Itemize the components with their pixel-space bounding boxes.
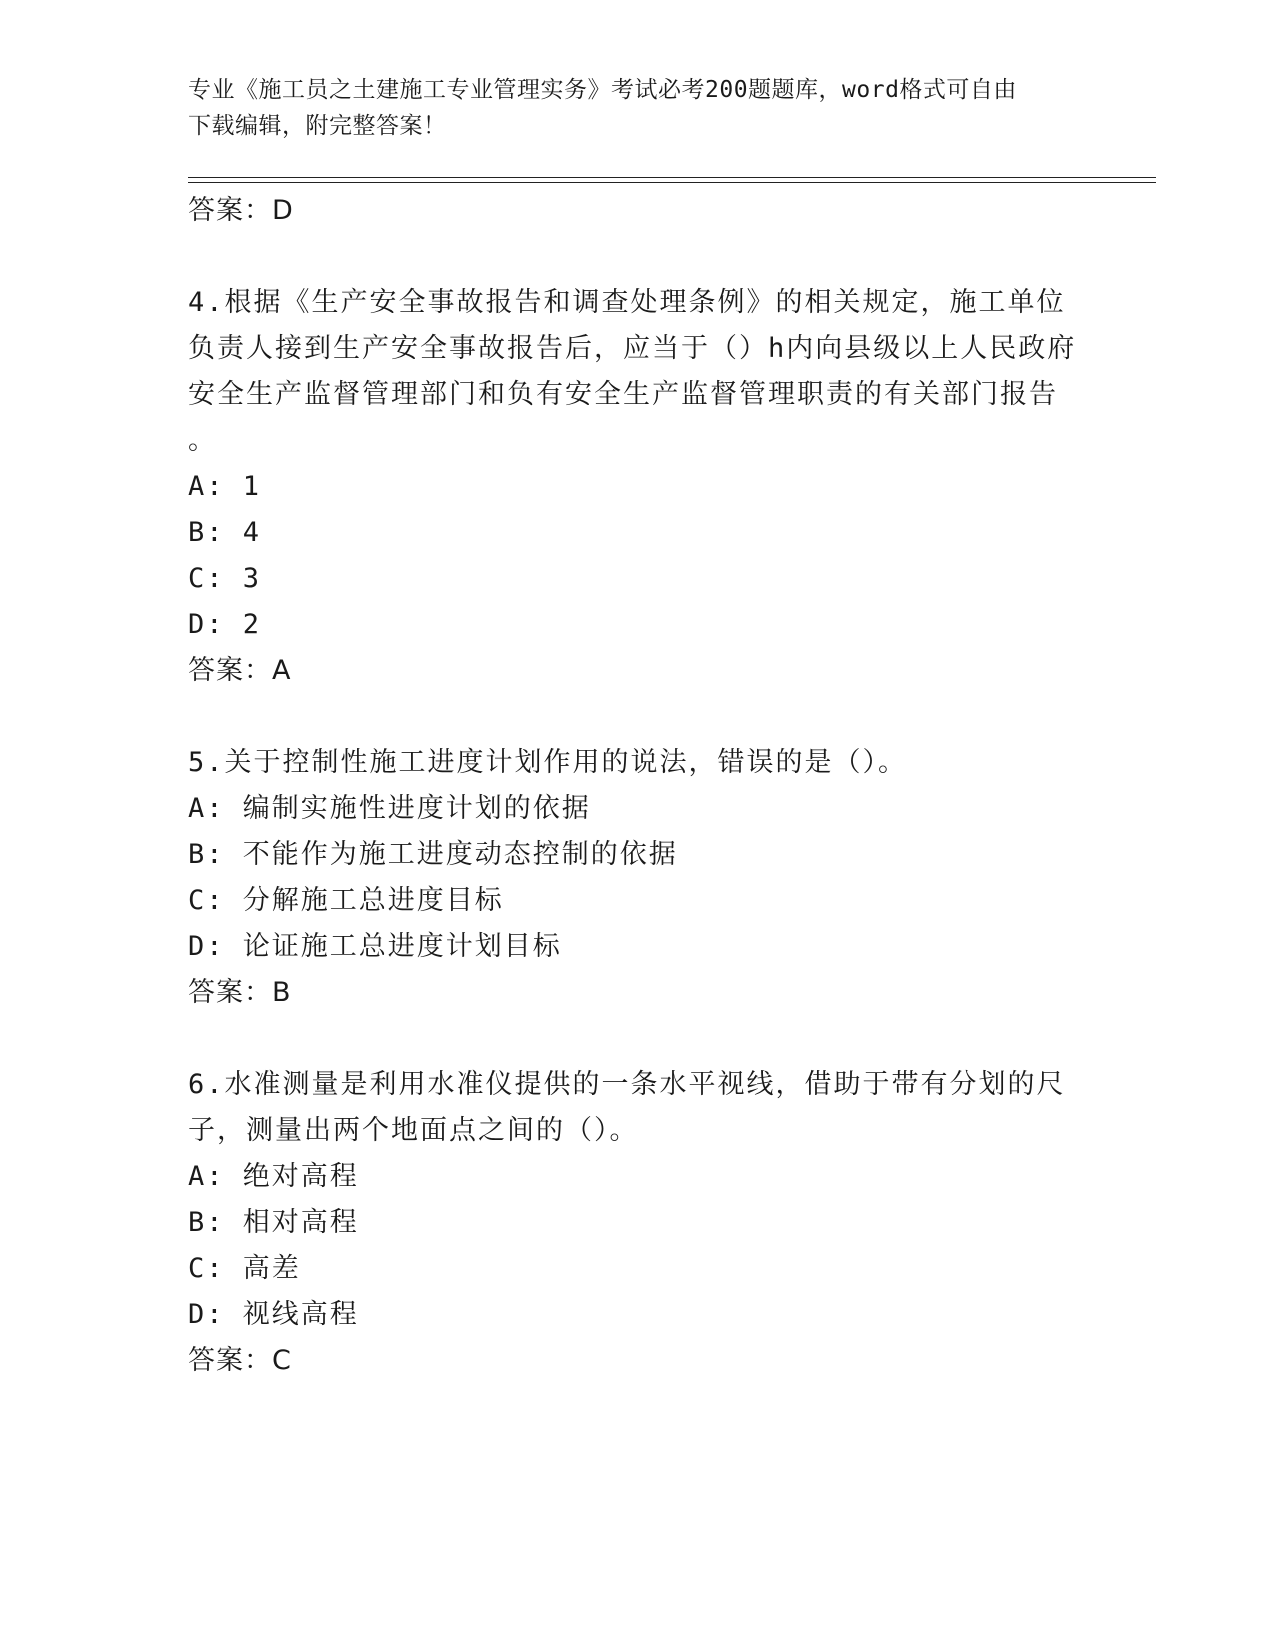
question-5-answer: 答案：B <box>188 977 292 1008</box>
spacer <box>188 234 1088 280</box>
document-body <box>188 188 1088 1384</box>
question-6-option-c: C: 高差 <box>188 1253 301 1284</box>
question-6-answer: 答案：C <box>188 1345 292 1376</box>
question-4-line-4: 。 <box>188 425 217 456</box>
question-5-option-d: D: 论证施工总进度计划目标 <box>188 931 562 962</box>
question-5-option-a: A: 编制实施性进度计划的依据 <box>188 793 591 824</box>
header-rule-bottom <box>188 182 1156 183</box>
question-4-line-2: 负责人接到生产安全事故报告后，应当于（）h内向县级以上人民政府 <box>188 333 1077 364</box>
question-4-line-1: 4.根据《生产安全事故报告和调查处理条例》的相关规定，施工单位 <box>188 287 1066 318</box>
spacer <box>188 1016 1088 1062</box>
question-5-option-b: B: 不能作为施工进度动态控制的依据 <box>188 839 678 870</box>
question-4-text <box>188 280 1088 464</box>
header-line-2: 下载编辑，附完整答案！ <box>188 113 447 139</box>
question-6 <box>188 1062 1088 1384</box>
question-4-option-b: B: 4 <box>188 517 262 548</box>
question-6-line-2: 子，测量出两个地面点之间的（）。 <box>188 1115 639 1146</box>
answer-previous-question: 答案：D <box>188 195 294 226</box>
question-6-option-b: B: 相对高程 <box>188 1207 359 1238</box>
question-4-line-3: 安全生产监督管理部门和负有安全生产监督管理职责的有关部门报告 <box>188 379 1058 410</box>
question-4 <box>188 280 1088 694</box>
question-4-option-d: D: 2 <box>188 609 262 640</box>
question-5 <box>188 740 1088 1016</box>
question-5-text <box>188 740 1088 786</box>
question-5-option-c: C: 分解施工总进度目标 <box>188 885 504 916</box>
question-6-line-1: 6.水准测量是利用水准仪提供的一条水平视线，借助于带有分划的尺 <box>188 1069 1066 1100</box>
question-6-text <box>188 1062 1088 1154</box>
question-4-answer: 答案：A <box>188 655 292 686</box>
question-5-line-1: 5.关于控制性施工进度计划作用的说法，错误的是（）。 <box>188 747 908 778</box>
header-rule-top <box>188 177 1156 178</box>
question-4-option-a: A: 1 <box>188 471 262 502</box>
question-4-option-c: C: 3 <box>188 563 262 594</box>
question-6-option-d: D: 视线高程 <box>188 1299 359 1330</box>
header-line-1: 专业《施工员之土建施工专业管理实务》考试必考200题题库，word格式可自由 <box>188 77 1017 103</box>
question-6-option-a: A: 绝对高程 <box>188 1161 359 1192</box>
document-header <box>188 72 1068 144</box>
spacer <box>188 694 1088 740</box>
